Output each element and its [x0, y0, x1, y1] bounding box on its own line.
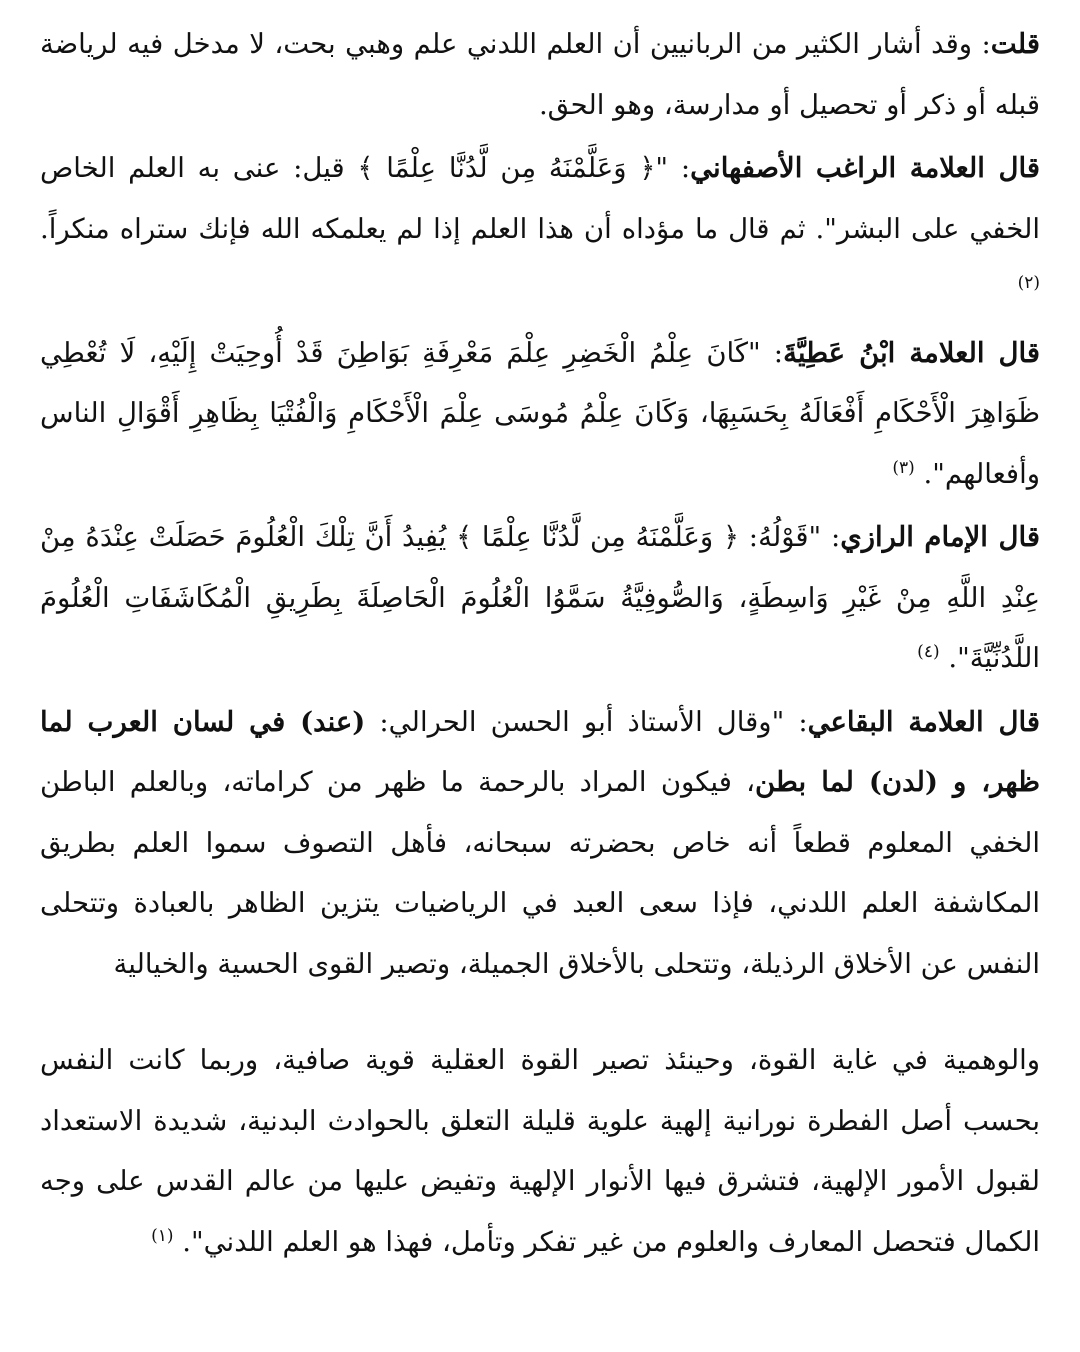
paragraph-text-before: "وقال الأستاذ أبو الحسن الحرالي:: [365, 705, 785, 738]
paragraph-raghib-quote: [40, 138, 1040, 320]
paragraph-text: والوهمية في غاية القوة، وحينئذ تصير القوة العقلية قوية صافية، وربما كانت النفس بحسب أصل الفطرة نورانية إلهية علوية قليلة التعلق بالحوادث البدنية، شديدة الاستعداد لقبول الأمور الإلهية، فتشرق فيها الأنوار الإلهية وتفيض عليها من عالم القدس على وجه الكمال فتحصل المعارف والعلوم من غير تفكر وتأمل، فهذا هو العلم اللدني".: [40, 1044, 1040, 1258]
paragraph-ibn-atiyya-quote: [40, 323, 1040, 505]
paragraph-biqai-quote: [40, 692, 1040, 995]
footnote-marker: (٢): [1017, 272, 1040, 293]
paragraph-razi-quote: [40, 507, 1040, 689]
footnote-marker: (٣): [892, 457, 915, 478]
emphasized-phrase: (عند) في لسان العرب لما ظهر، و (لدن) لما بطن: [40, 705, 1040, 798]
footnote-marker: (٤): [917, 641, 940, 662]
paragraph-text: وقد أشار الكثير من الربانيين أن العلم اللدني علم وهبي بحت، لا مدخل فيه لرياضة قبله أو ذكر أو تحصيل أو مدارسة، وهو الحق.: [40, 28, 1040, 121]
paragraph-text: "قَوْلُهُ: ﴿ وَعَلَّمْنَهُ مِن لَّدُنَّا عِلْمًا ﴾ يُفِيدُ أَنَّ تِلْكَ الْعُلُومَ حَصَلَتْ عِنْدَهُ مِنْ عِنْدِ اللَّهِ مِنْ غَيْرِ وَاسِطَةٍ، وَالصُّوفِيَّةُ سَمَّوُا الْعُلُومَ الْحَاصِلَةَ بِطَرِيقِ الْمُكَاشَفَاتِ الْعُلُومَ اللَّدُنِّيَّةَ".: [40, 521, 1040, 674]
speaker-label: قال الإمام الرازي: [840, 521, 1040, 553]
paragraph-text-after: ، فيكون المراد بالرحمة ما ظهر من كراماته، وبالعلم الباطن الخفي المعلوم قطعاً أنه خاص بحضرته سبحانه، فأهل التصوف سموا العلم بطريق المكاشفة العلم اللدني، فإذا سعى العبد في الرياضيات يتزين الظاهر بالعبادة وتتحلى النفس عن الأخلاق الرذيلة، وتتحلى بالأخلاق الجميلة، وتصير القوى الحسية والخيالية: [40, 766, 1040, 980]
colon: :: [668, 152, 691, 184]
speaker-label: قال العلامة الراغب الأصفهاني: [690, 152, 1040, 184]
speaker-label: قلت: [990, 28, 1040, 60]
speaker-label: قال العلامة البقاعي: [807, 705, 1040, 738]
colon: :: [784, 705, 808, 738]
paragraph-author-comment: [40, 14, 1040, 135]
colon: :: [760, 336, 784, 369]
paragraph-text: "﴿ وَعَلَّمْنَهُ مِن لَّدُنَّا عِلْمًا ﴾ قيل: عنى به العلم الخاص الخفي على البشر". ثم قال ما مؤداه أن هذا العلم إذا لم يعلمكه الله فإنك ستراه منكراً.: [40, 152, 1040, 245]
colon: :: [972, 28, 991, 60]
speaker-label: قال العلامة ابْنُ عَطِيَّةَ: [783, 336, 1040, 369]
footnote-marker: (١): [151, 1225, 174, 1246]
paragraph-biqai-continuation: [40, 1030, 1040, 1272]
paragraph-text: "كَانَ عِلْمُ الْخَضِرِ عِلْمَ مَعْرِفَةِ بَوَاطِنَ قَدْ أُوحِيَتْ إِلَيْهِ، لَا تُعْطِي ظَوَاهِرَ الْأَحْكَامِ أَفْعَالَهُ بِحَسَبِهَا، وَكَانَ عِلْمُ مُوسَى عِلْمَ الْأَحْكَامِ وَالْفُتْيَا بِظَاهِرِ أَقْوَالِ الناس وأفعالهم".: [40, 336, 1040, 490]
colon: :: [821, 521, 841, 553]
